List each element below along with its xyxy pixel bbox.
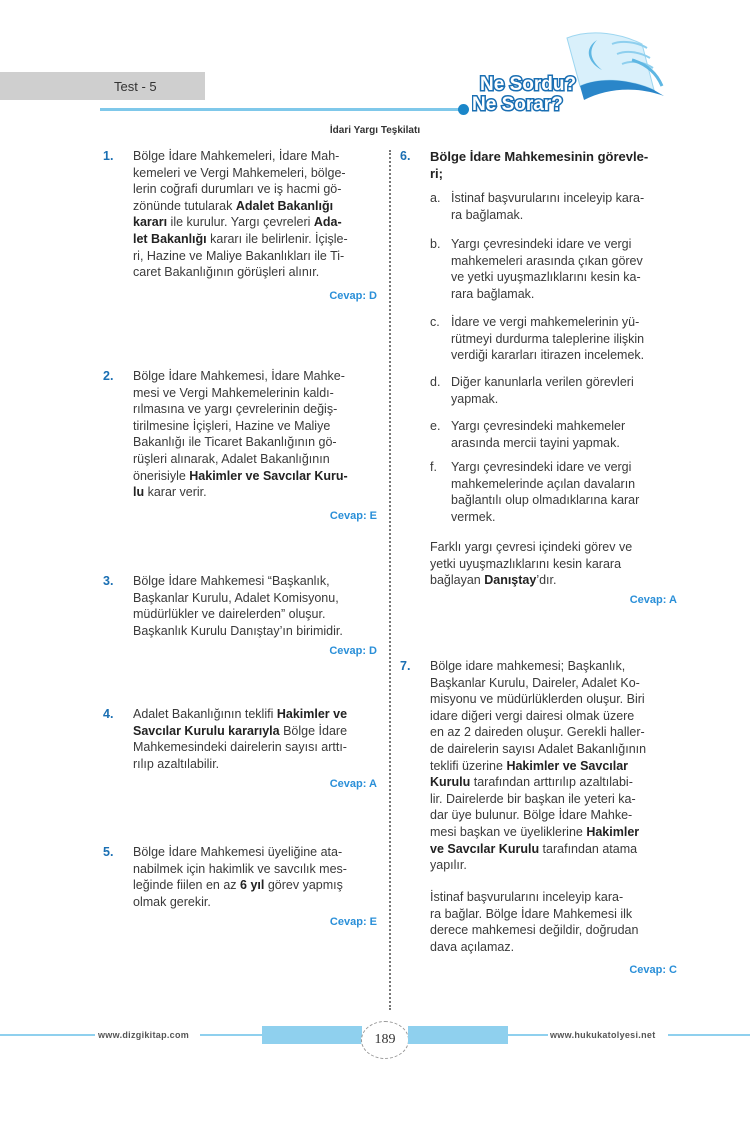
text-line: kemeleri ve Vergi Mahkemeleri, bölge- xyxy=(133,165,346,180)
question-5-answer: Cevap: E xyxy=(329,916,377,928)
footer-line-left-outer xyxy=(0,1034,95,1036)
text-line: olmak gerekir. xyxy=(133,894,211,909)
text-line: arasında mercii tayini yapmak. xyxy=(451,435,620,450)
text-line: Başkanlar Kurulu, Daireler, Adalet Ko- xyxy=(430,675,640,690)
text-line: mahkemelerinde açılan davaların xyxy=(451,476,636,491)
question-3-text xyxy=(133,573,381,639)
text-line: İdare ve vergi mahkemelerinin yü- xyxy=(451,315,640,329)
question-2-number: 2. xyxy=(103,369,114,383)
item-letter: a. xyxy=(430,191,441,205)
footer-line-right-inner xyxy=(508,1034,548,1036)
text-line: idare diğeri vergi dairesi olmak üzere xyxy=(430,708,635,723)
question-6-number: 6. xyxy=(400,149,411,163)
logo-line1: Ne Sordu? xyxy=(480,74,577,95)
text-line: müdürlükler ve dairelerden” oluşur. xyxy=(133,607,326,622)
text-line: let Bakanlığı kararı ile belirlenir. İçişle- xyxy=(133,231,348,246)
text-line: rara bağlamak. xyxy=(451,286,535,301)
text-line: mesi ve Vergi Mahkemelerinin kaldı- xyxy=(133,385,334,400)
question-6-item xyxy=(430,418,680,451)
text-line: Başkanlık Kurulu Danıştay’ın birimidir. xyxy=(133,623,343,638)
text-line: derece mahkemesi değildir, doğrudan xyxy=(430,923,639,938)
footer-box-right xyxy=(408,1026,508,1044)
text-line: vermek. xyxy=(451,509,496,524)
question-7-text-2 xyxy=(430,889,680,955)
text-line: de dairelerin sayısı Adalet Bakanlığının xyxy=(430,741,647,756)
text-line: en az 2 daireden oluşur. Gerekli haller- xyxy=(430,725,645,740)
question-4-answer: Cevap: A xyxy=(329,778,377,790)
item-text xyxy=(451,374,680,407)
text-line: ra bağlamak. xyxy=(451,207,524,222)
question-7-answer: Cevap: C xyxy=(629,964,677,976)
question-1-text xyxy=(133,148,381,281)
text-line: bağlayan Danıştay’dır. xyxy=(430,573,557,588)
text-line: ri, Hazine ve Maliye Bakanlıkları ile Ti- xyxy=(133,248,345,263)
text-line: Yargı çevresindeki mahkemeler xyxy=(451,419,626,433)
text-line: verdiği kararları itirazen incelemek. xyxy=(451,348,645,362)
column-divider xyxy=(389,150,391,1010)
item-text xyxy=(451,459,680,525)
text-line: Savcılar Kurulu kararıyla Bölge İdare xyxy=(133,723,348,738)
text-line: mahkemeleri arasında çıkan görev xyxy=(451,253,643,268)
footer-left-url: www.dizgikitap.com xyxy=(98,1030,190,1040)
text-line: rüşleri alınarak, Adalet Bakanlığının xyxy=(133,451,330,466)
text-line: dava açılamaz. xyxy=(430,939,515,954)
text-line: lir. Dairelerde bir başkan ile yeteri ka- xyxy=(430,791,636,806)
question-6-item xyxy=(430,236,680,302)
question-3-number: 3. xyxy=(103,574,114,588)
text-line: Yargı çevresindeki idare ve vergi xyxy=(451,460,632,474)
question-6-note xyxy=(430,539,680,589)
text-line: ve yetki uyuşmazlıklarını kesin ka- xyxy=(451,270,641,284)
text-line: yapmak. xyxy=(451,391,499,406)
item-letter: b. xyxy=(430,237,441,251)
question-4-text xyxy=(133,706,381,772)
question-7-text xyxy=(430,658,680,874)
text-line: Bölge İdare Mahkemeleri, İdare Mah- xyxy=(133,149,340,163)
text-line: rılıp azaltılabilir. xyxy=(133,756,220,771)
text-line: Yargı çevresindeki idare ve vergi xyxy=(451,237,632,251)
header-dot xyxy=(458,104,469,115)
question-6-answer: Cevap: A xyxy=(629,594,677,606)
text-line: Adalet Bakanlığının teklifi Hakimler ve xyxy=(133,707,348,721)
item-letter: c. xyxy=(430,315,440,329)
text-line: Bölge İdare Mahkemesi üyeliğine ata- xyxy=(133,845,343,859)
question-6-item xyxy=(430,190,680,223)
text-line: lerin coğrafi durumları ve iş hacmi gö- xyxy=(133,182,342,197)
text-line: Başkanlar Kurulu, Adalet Komisyonu, xyxy=(133,590,339,605)
question-4-number: 4. xyxy=(103,707,114,721)
text-line: Bölge İdare Mahkemesi, İdare Mahke- xyxy=(133,369,345,383)
ne-sordu-logo xyxy=(472,30,677,122)
text-line: ra bağlar. Bölge İdare Mahkemesi ilk xyxy=(430,906,633,921)
text-line: teklifi üzerine Hakimler ve Savcılar xyxy=(430,758,629,773)
text-line: nabilmek için hakimlik ve savcılık mes- xyxy=(133,861,347,876)
text-line: önerisiyle Hakimler ve Savcılar Kuru- xyxy=(133,468,348,483)
text-line: tirilmesine İçişleri, Hazine ve Maliye xyxy=(133,418,331,433)
question-6-item xyxy=(430,374,680,407)
page-number: 189 xyxy=(361,1021,409,1059)
item-letter: d. xyxy=(430,375,441,389)
text-line: bağlantılı olup olmadıklarına karar xyxy=(451,493,640,507)
test-tab xyxy=(0,72,205,100)
text-line: Farklı yargı çevresi içindeki görev ve xyxy=(430,540,633,554)
section-title: İdari Yargı Teşkilatı xyxy=(329,125,421,136)
text-line: Diğer kanunlarla verilen görevleri xyxy=(451,375,634,389)
question-1-answer: Cevap: D xyxy=(329,290,377,302)
book-icon xyxy=(567,33,664,100)
text-line: kararı ile kurulur. Yargı çevreleri Ada- xyxy=(133,215,342,230)
question-6-item xyxy=(430,459,680,525)
text-line: Bölge idare mahkemesi; Başkanlık, xyxy=(430,659,626,673)
header-line xyxy=(100,108,468,111)
text-line: rütmeyi durdurma taleplerine ilişkin xyxy=(451,331,645,346)
item-text xyxy=(451,190,680,223)
text-line: İstinaf başvurularını inceleyip kara- xyxy=(451,191,645,205)
footer-box-left xyxy=(262,1026,362,1044)
item-text xyxy=(451,236,680,302)
question-3-answer: Cevap: D xyxy=(329,645,377,657)
question-5-text xyxy=(133,844,381,910)
footer-right-url: www.hukukatolyesi.net xyxy=(550,1030,656,1040)
question-6-title-line: ri; xyxy=(430,166,443,181)
item-letter: e. xyxy=(430,419,441,433)
text-line: Kurulu tarafından arttırılıp azaltılabi- xyxy=(430,775,633,790)
text-line: Bakanlığı ile Ticaret Bakanlığının gö- xyxy=(133,435,337,450)
footer-line-left-inner xyxy=(200,1034,262,1036)
question-2-text xyxy=(133,368,381,501)
footer-line-right-outer xyxy=(668,1034,750,1036)
item-letter: f. xyxy=(430,460,437,474)
text-line: mesi başkan ve üyeliklerine Hakimler xyxy=(430,824,640,839)
text-line: lu karar verir. xyxy=(133,485,207,500)
question-6-item xyxy=(430,314,680,364)
text-line: misyonu ve müdürlüklerden oluşur. Biri xyxy=(430,692,645,707)
test-label: Test - 5 xyxy=(114,79,157,94)
text-line: İstinaf başvurularını inceleyip kara- xyxy=(430,890,624,904)
item-text xyxy=(451,418,680,451)
text-line: yapılır. xyxy=(430,858,467,873)
text-line: zönünde tutularak Adalet Bakanlığı xyxy=(133,198,334,213)
text-line: rılmasına ve yargı çevrelerinin değiş- xyxy=(133,402,338,417)
text-line: yetki uyuşmazlıklarını kesin karara xyxy=(430,556,622,571)
text-line: caret Bakanlığının görüşleri alınır. xyxy=(133,265,320,280)
logo-line2: Ne Sorar? xyxy=(472,94,563,115)
text-line: leğinde fiilen en az 6 yıl görev yapmış xyxy=(133,878,343,893)
question-5-number: 5. xyxy=(103,845,114,859)
text-line: ve Savcılar Kurulu tarafından atama xyxy=(430,841,638,856)
text-line: Bölge İdare Mahkemesi “Başkanlık, xyxy=(133,574,330,588)
text-line: Mahkemesindeki dairelerin sayısı arttı- xyxy=(133,740,347,755)
item-text xyxy=(451,314,680,364)
question-6-title xyxy=(430,148,680,182)
question-2-answer: Cevap: E xyxy=(329,510,377,522)
question-7-number: 7. xyxy=(400,659,411,673)
question-6-title-line: Bölge İdare Mahkemesinin görevle- xyxy=(430,149,649,164)
question-1-number: 1. xyxy=(103,149,114,163)
text-line: dar üye bulunur. Bölge İdare Mahke- xyxy=(430,808,633,823)
